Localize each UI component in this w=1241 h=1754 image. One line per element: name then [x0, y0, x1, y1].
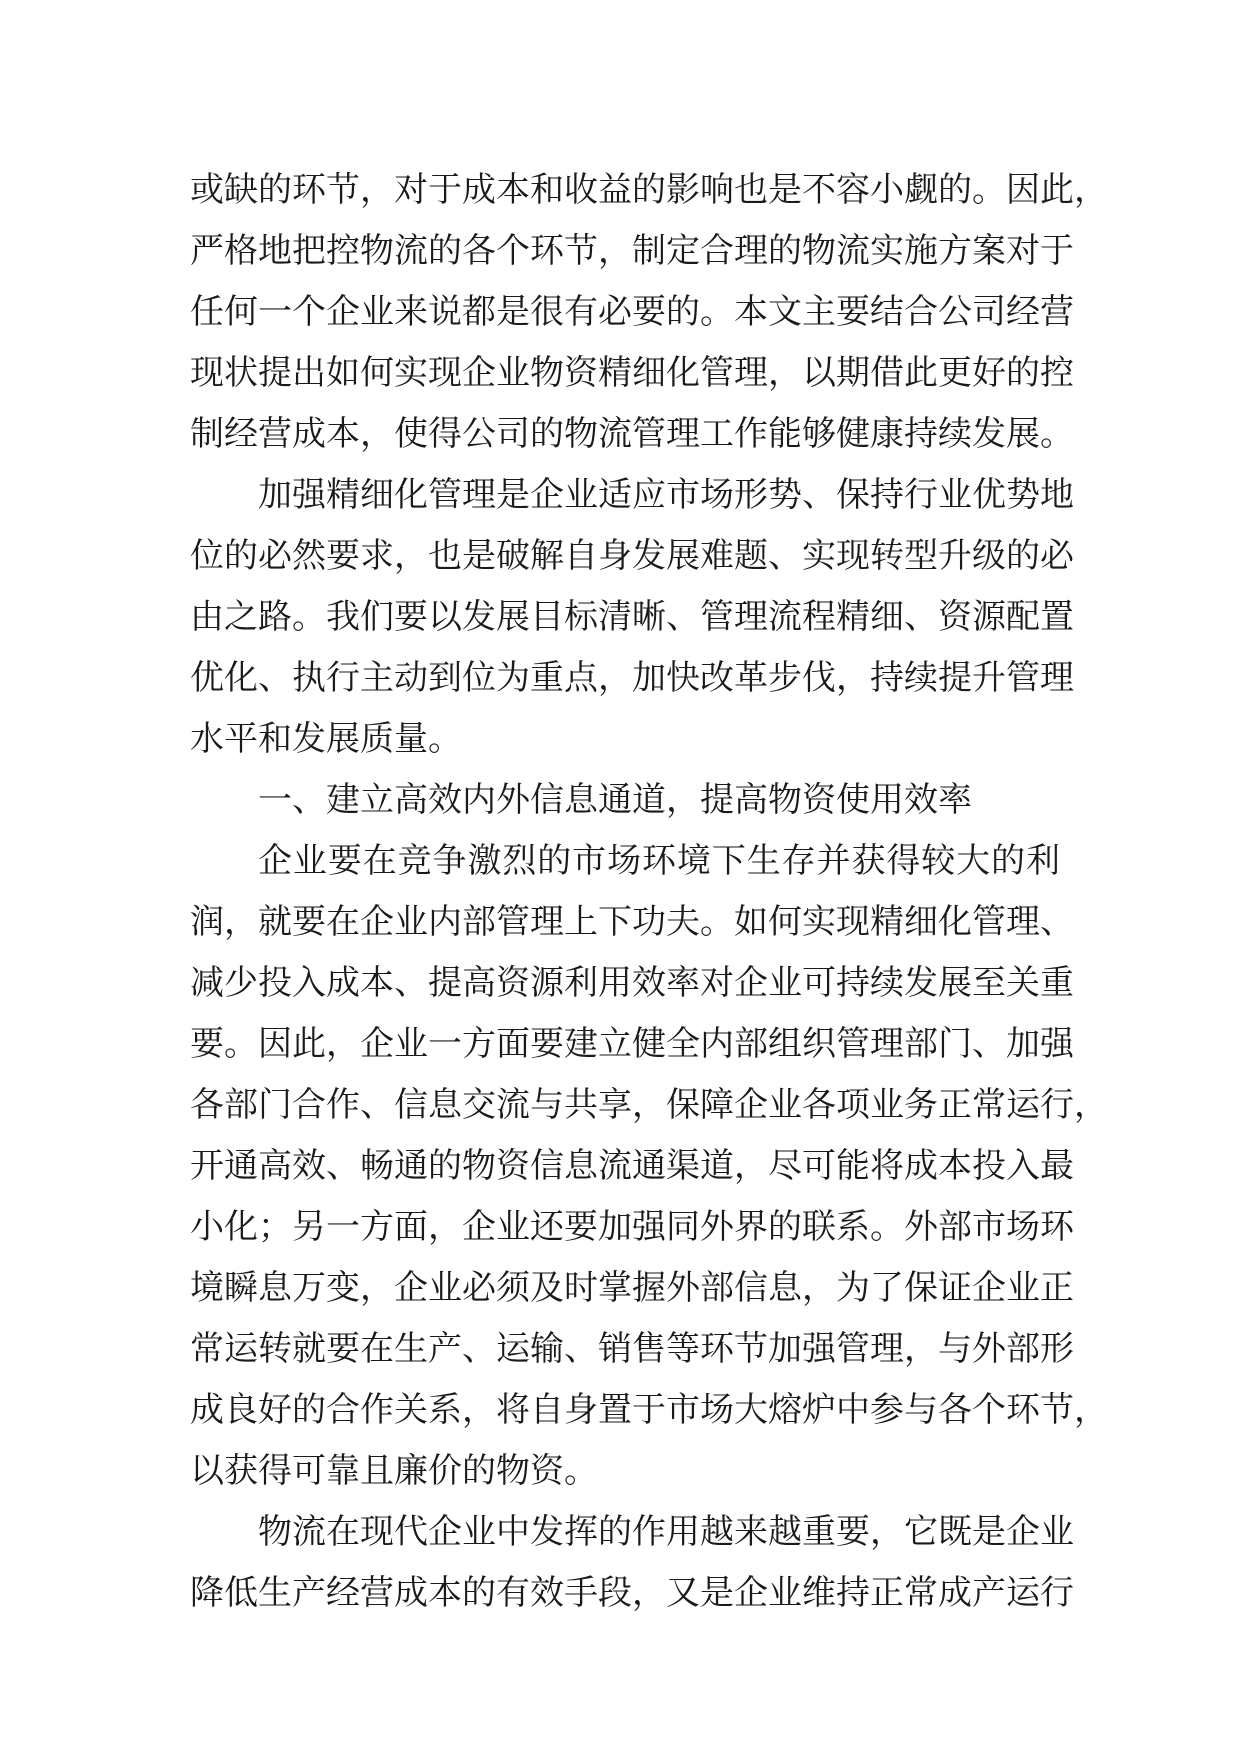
text-line: 企业要在竞争激烈的市场环境下生存并获得较大的利 — [258, 841, 1060, 881]
paragraph-refined-management — [190, 465, 1074, 770]
text-line: 加强精细化管理是企业适应市场形势、保持行业优势地 — [258, 475, 1074, 515]
text-line: 降低生产经营成本的有效手段，又是企业维持正常成产运行 — [190, 1573, 1074, 1613]
text-line: 水平和发展质量。 — [190, 719, 462, 759]
text-line: 开通高效、畅通的物资信息流通渠道，尽可能将成本投入最 — [190, 1146, 1074, 1186]
document-body — [190, 160, 1108, 1624]
text-line: 或缺的环节，对于成本和收益的影响也是不容小觑的。因此， — [190, 170, 1108, 210]
text-line: 润，就要在企业内部管理上下功夫。如何实现精细化管理、 — [190, 902, 1074, 942]
text-line: 位的必然要求，也是破解自身发展难题、实现转型升级的必 — [190, 536, 1074, 576]
text-line: 由之路。我们要以发展目标清晰、管理流程精细、资源配置 — [190, 597, 1074, 637]
text-line: 要。因此，企业一方面要建立健全内部组织管理部门、加强 — [190, 1024, 1074, 1064]
text-line: 制经营成本，使得公司的物流管理工作能够健康持续发展。 — [190, 414, 1074, 454]
text-line: 减少投入成本、提高资源利用效率对企业可持续发展至关重 — [190, 963, 1074, 1003]
text-line: 物流在现代企业中发挥的作用越来越重要，它既是企业 — [258, 1512, 1074, 1552]
text-line: 以获得可靠且廉价的物资。 — [190, 1451, 598, 1491]
text-line: 境瞬息万变，企业必须及时掌握外部信息，为了保证企业正 — [190, 1268, 1074, 1308]
text-line: 小化；另一方面，企业还要加强同外界的联系。外部市场环 — [190, 1207, 1074, 1247]
paragraph-intro-continued — [190, 160, 1108, 465]
text-line: 优化、执行主动到位为重点，加快改革步伐，持续提升管理 — [190, 658, 1074, 698]
paragraph-information-channels — [190, 831, 1108, 1502]
paragraph-logistics-role — [190, 1502, 1074, 1624]
text-line: 成良好的合作关系，将自身置于市场大熔炉中参与各个环节， — [190, 1390, 1108, 1430]
text-line: 现状提出如何实现企业物资精细化管理，以期借此更好的控 — [190, 353, 1074, 393]
text-line: 严格地把控物流的各个环节，制定合理的物流实施方案对于 — [190, 231, 1074, 271]
text-line: 常运转就要在生产、运输、销售等环节加强管理，与外部形 — [190, 1329, 1074, 1369]
text-line: 任何一个企业来说都是很有必要的。本文主要结合公司经营 — [190, 292, 1074, 332]
text-line: 各部门合作、信息交流与共享，保障企业各项业务正常运行， — [190, 1085, 1108, 1125]
section-heading-text: 一、建立高效内外信息通道，提高物资使用效率 — [258, 780, 972, 820]
section-heading-1 — [190, 770, 1060, 831]
